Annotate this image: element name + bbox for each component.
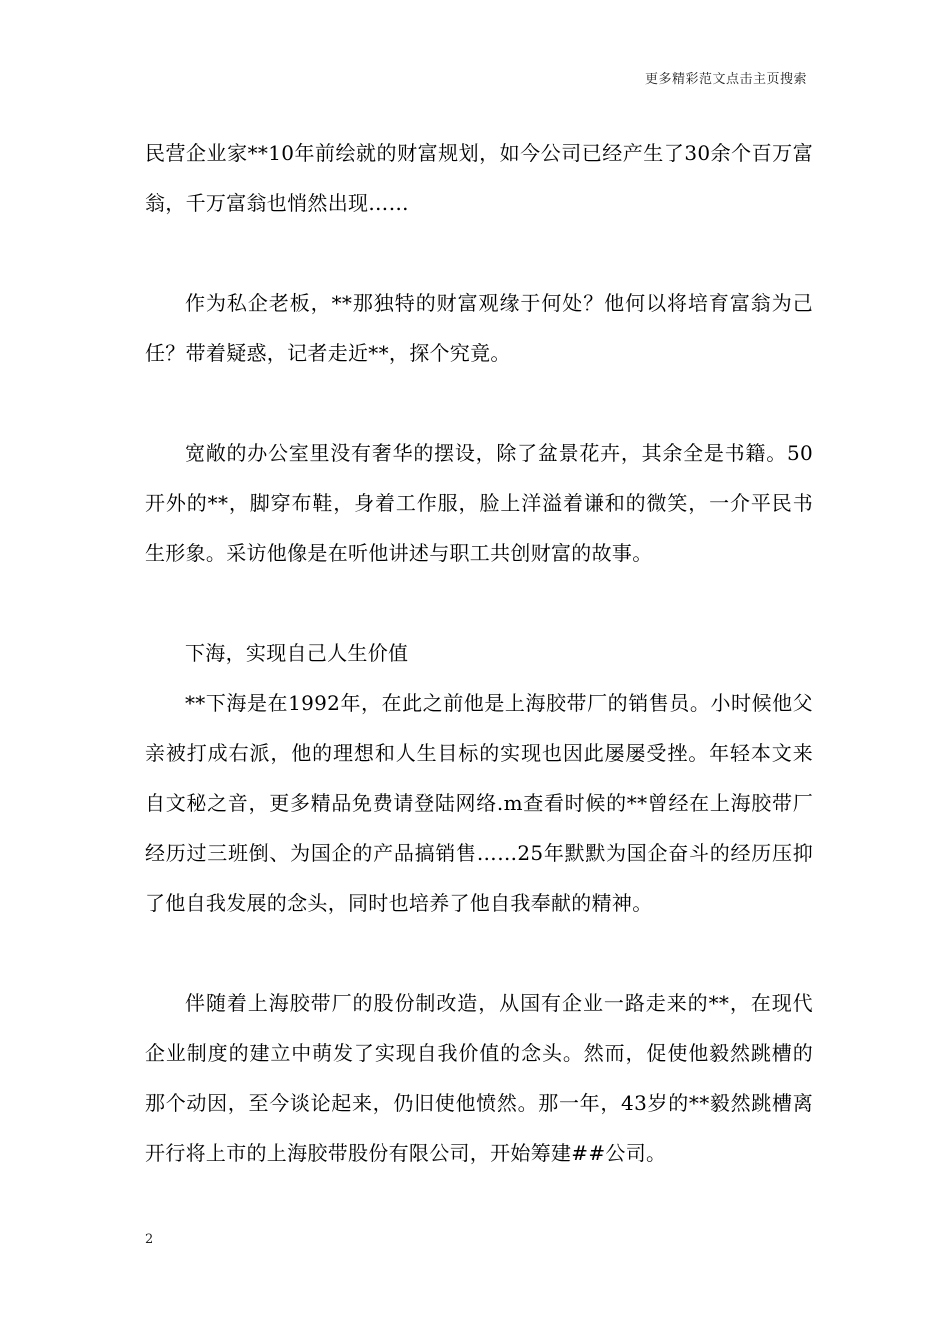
- paragraph-spacer: [145, 378, 813, 428]
- page-number: 2: [145, 1232, 154, 1247]
- paragraph-spacer: [145, 228, 813, 278]
- paragraph: 宽敞的办公室里没有奢华的摆设，除了盆景花卉，其余全是书籍。50开外的**，脚穿布鞋，身着工作服，脸上洋溢着谦和的微笑，一介平民书生形象。采访他像是在听他讲述与职工共创财富的故事。: [145, 441, 813, 565]
- paragraph: 作为私企老板，**那独特的财富观缘于何处？他何以将培育富翁为己任？带着疑惑，记者走近**，探个究竟。: [145, 291, 813, 365]
- section-heading: 下海，实现自己人生价值: [185, 641, 409, 665]
- document-body: [145, 128, 813, 1178]
- paragraph: 民营企业家**10年前绘就的财富规划，如今公司已经产生了30余个百万富翁，千万富翁也悄然出现……: [145, 141, 813, 215]
- header-link[interactable]: 更多精彩范文点击主页搜索: [644, 72, 807, 87]
- paragraph-spacer: [145, 578, 813, 628]
- paragraph: **下海是在1992年，在此之前他是上海胶带厂的销售员。小时候他父亲被打成右派，他的理想和人生目标的实现也因此屡屡受挫。年轻本文来自文秘之音，更多精品免费请登陆网络.m查看时候的**曾经在上海胶带厂经历过三班倒、为国企的产品搞销售……25年默默为国企奋斗的经历压抑了他自我发展的念头，同时也培养了他自我奉献的精神。: [145, 691, 813, 915]
- paragraph: 伴随着上海胶带厂的股份制改造，从国有企业一路走来的**，在现代企业制度的建立中萌发了实现自我价值的念头。然而，促使他毅然跳槽的那个动因，至今谈论起来，仍旧使他愤然。那一年，43岁的**毅然跳槽离开行将上市的上海胶带股份有限公司，开始筹建##公司。: [145, 991, 813, 1165]
- paragraph-spacer: [145, 928, 813, 978]
